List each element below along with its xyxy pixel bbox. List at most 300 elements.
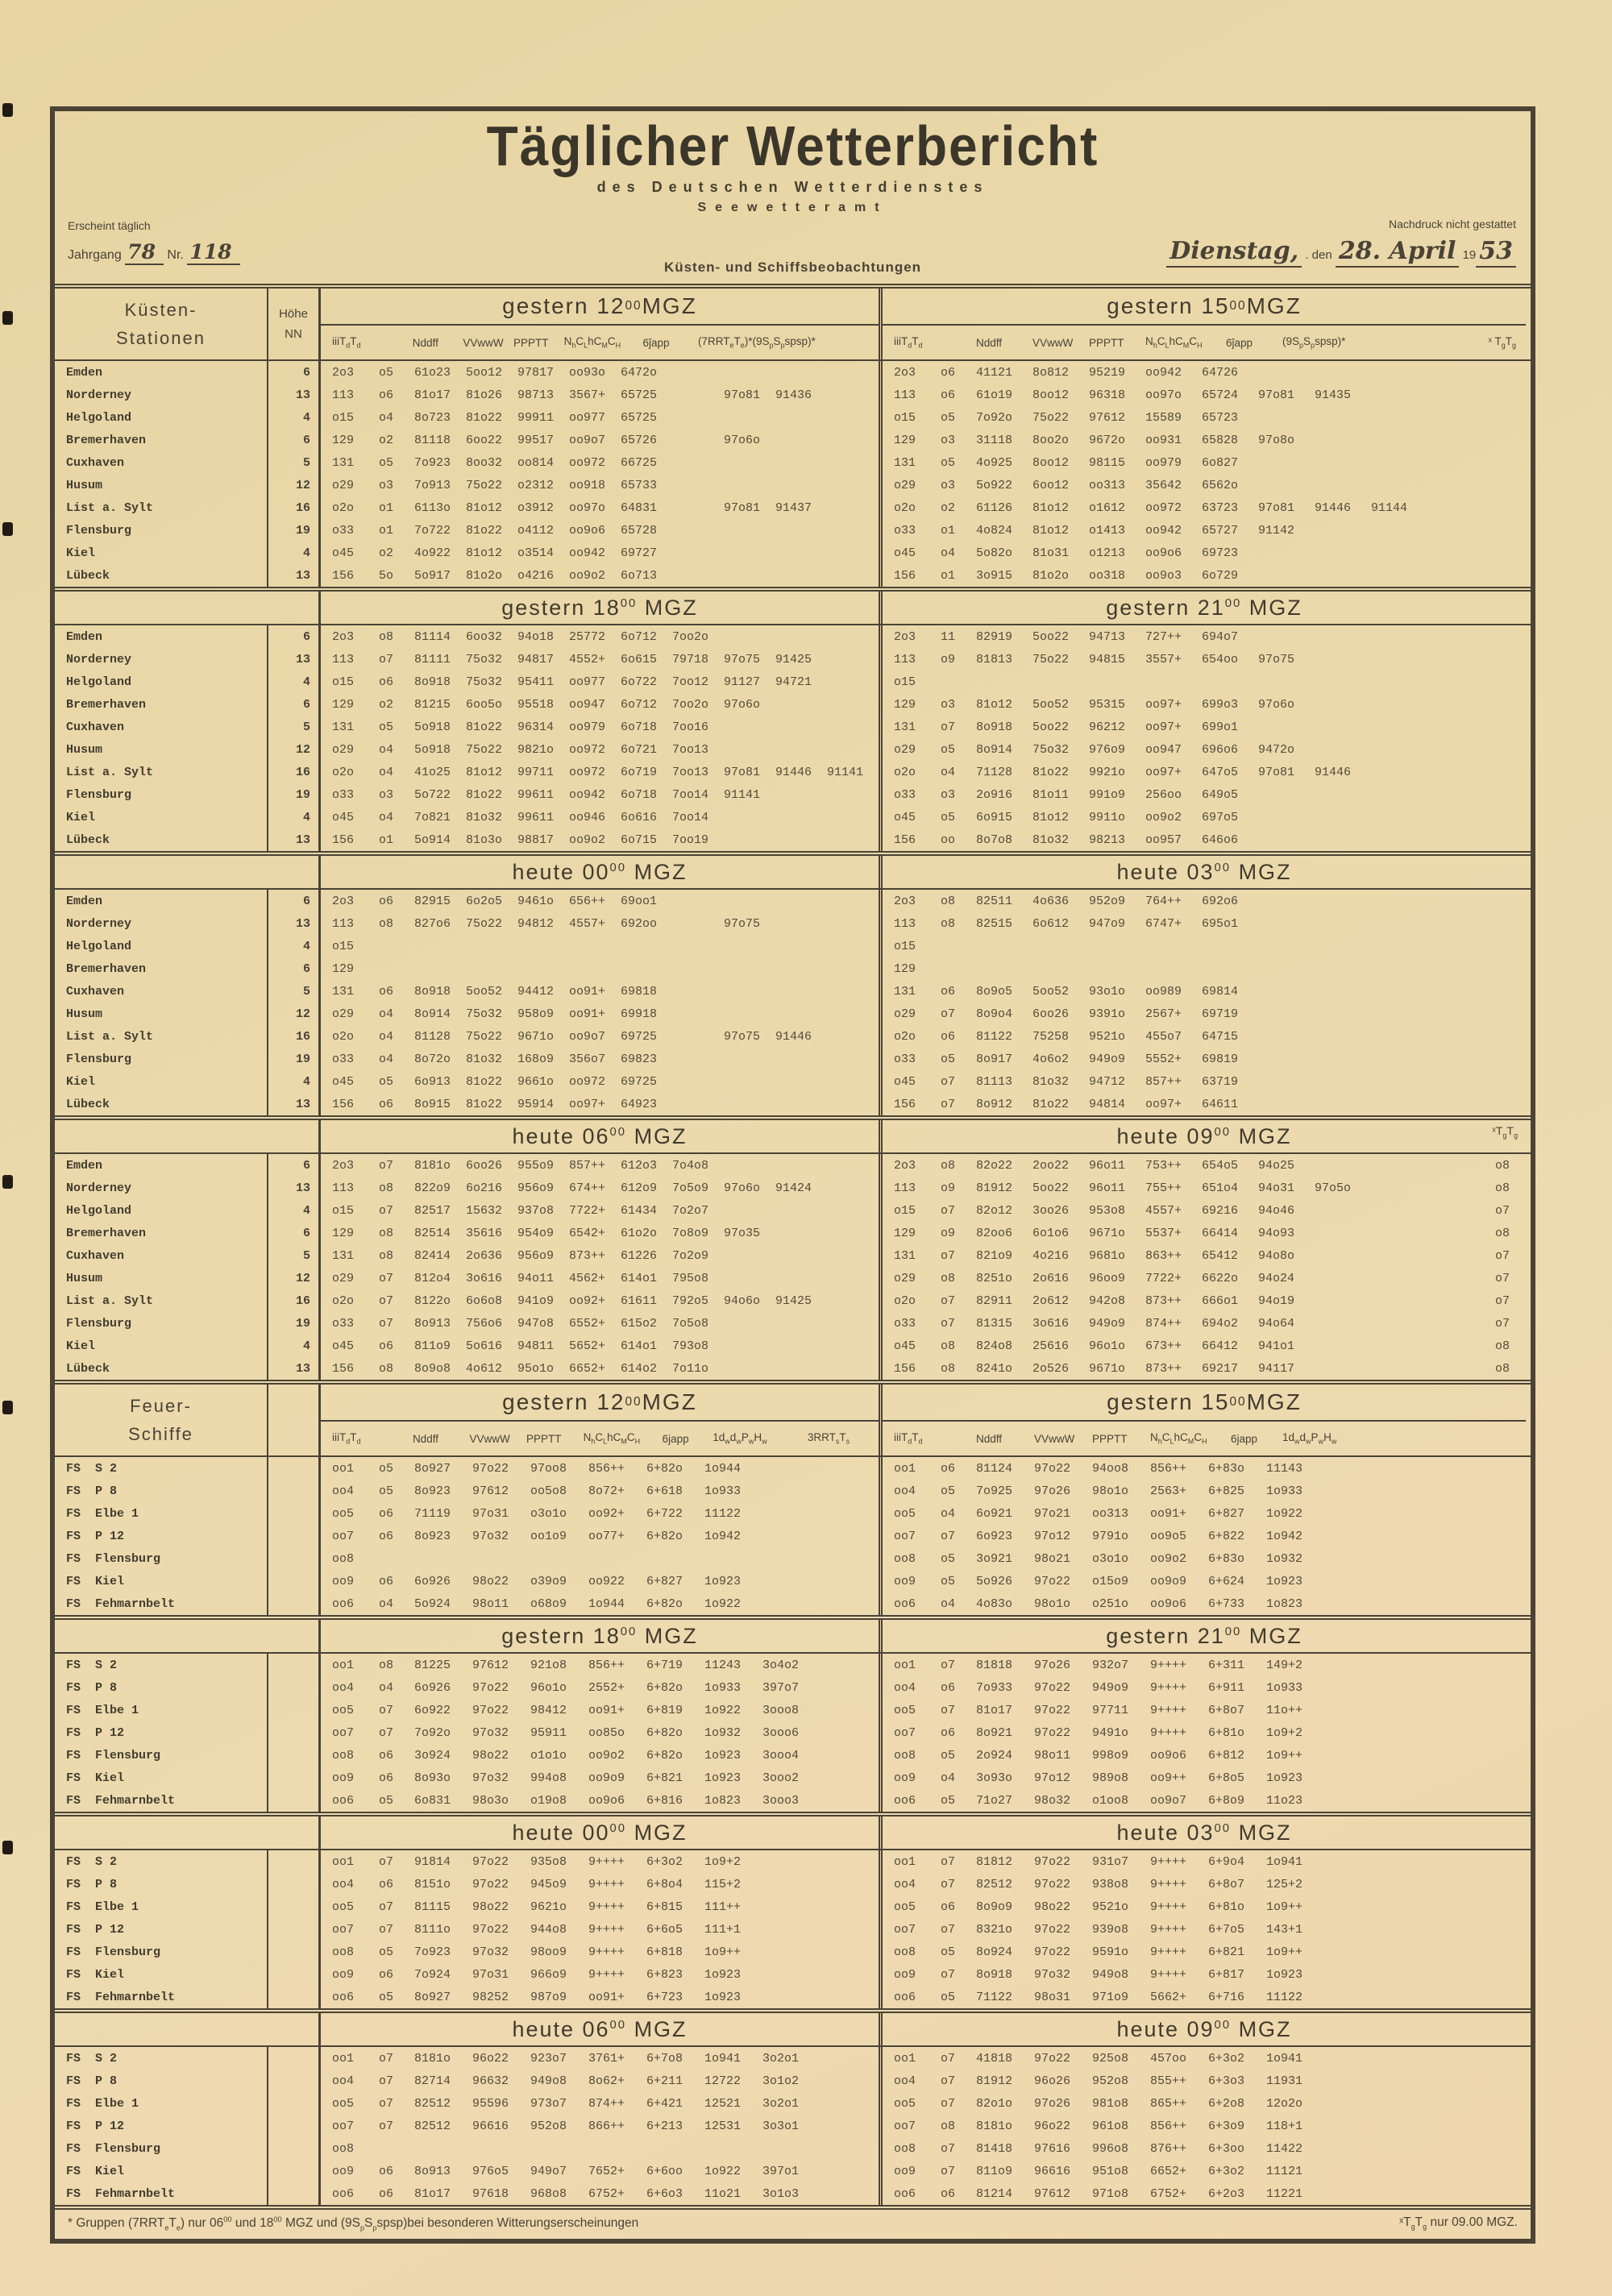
code-group: o2 — [941, 500, 956, 515]
code-group: oo979 — [569, 720, 606, 734]
code-group: oo5 — [332, 2096, 355, 2111]
code-group: oo97+ — [1145, 765, 1182, 779]
code-group: oo972 — [569, 742, 606, 757]
code-group: 656++ — [569, 894, 606, 908]
code-group: 81o32 — [466, 810, 503, 824]
code-group: 81o2o — [466, 568, 503, 583]
code-group: 81115 — [414, 1899, 451, 1914]
code-group: 111+1 — [704, 1922, 742, 1937]
code-group: oo9o2 — [1145, 810, 1182, 824]
code-group: 61226 — [621, 1248, 658, 1263]
row-height-nn — [268, 2115, 321, 2137]
code-group: o7 — [941, 1854, 956, 1869]
code-group: o7 — [941, 1703, 956, 1717]
code-group: 97o6o — [1258, 697, 1295, 712]
code-group: 6+83o — [1208, 1551, 1245, 1566]
code-group: 143+1 — [1266, 1922, 1303, 1937]
code-group: 3761+ — [588, 2051, 625, 2066]
code-group: 98412 — [530, 1703, 567, 1717]
code-group: oo8 — [894, 1551, 916, 1566]
code-group: 81o32 — [466, 1052, 503, 1066]
code-group: 856++ — [1150, 1461, 1187, 1476]
code-group: 61o2o — [621, 1226, 658, 1240]
code-group: 876++ — [1150, 2141, 1187, 2156]
row-label: FS Fehmarnbelt — [55, 2182, 268, 2205]
code-group: 96616 — [472, 2119, 509, 2133]
code-group: 69725 — [621, 1029, 658, 1044]
code-group: 2o916 — [976, 787, 1013, 802]
station-row — [55, 761, 1531, 783]
code-group: 1o932 — [704, 1725, 742, 1740]
row-height-nn: 12 — [268, 1267, 321, 1289]
row-label: Kiel — [55, 1335, 268, 1357]
code-group: 65727 — [1202, 523, 1239, 538]
code-group: 856++ — [588, 1461, 625, 1476]
code-group: 7o92o — [414, 1725, 451, 1740]
code-group: 3o915 — [976, 568, 1013, 583]
code-group: oo972 — [569, 455, 606, 470]
station-row — [55, 957, 1531, 980]
lightship-row — [55, 2047, 1531, 2070]
code-group: 81o22 — [466, 720, 503, 734]
code-group: 649o5 — [1202, 787, 1239, 802]
lightship-row — [55, 1744, 1531, 1767]
code-group: 9661o — [517, 1074, 555, 1089]
code-group: 69823 — [621, 1052, 658, 1066]
code-group: 3o921 — [976, 1551, 1013, 1566]
code-group: 6o718 — [621, 787, 658, 802]
code-group: 113 — [332, 652, 355, 666]
column-header: 6japp — [662, 1432, 689, 1445]
lightships-block-2 — [55, 1812, 1531, 2008]
code-group: 12521 — [704, 2096, 742, 2111]
code-group: 81o32 — [1032, 1074, 1070, 1089]
code-group: o6 — [941, 365, 956, 380]
code-group: 149+2 — [1266, 1658, 1303, 1672]
column-header: PPPTT — [513, 336, 549, 349]
code-group: 99711 — [517, 765, 555, 779]
code-group: o6 — [379, 1339, 394, 1353]
code-group: 1o942 — [704, 1529, 742, 1543]
code-group: 6o712 — [621, 697, 658, 712]
code-group: o45 — [894, 1074, 916, 1089]
code-group: 95914 — [517, 1097, 555, 1111]
code-group: 756o6 — [466, 1316, 503, 1331]
code-group: o5 — [941, 1748, 956, 1762]
code-group: 6+821 — [646, 1771, 683, 1785]
code-group: 98o22 — [1034, 1899, 1071, 1914]
code-group: 9591o — [1092, 1945, 1129, 1959]
nachdruck-label: Nachdruck nicht gestattet — [1389, 218, 1516, 230]
station-row — [55, 564, 1531, 587]
code-group: 8o723 — [414, 410, 451, 425]
code-group: o8 — [941, 916, 956, 931]
code-group: 156 — [894, 1097, 916, 1111]
code-group: o33 — [332, 523, 355, 538]
code-group: o8 — [941, 1158, 956, 1173]
tg-column-header: $ˣT_gT_g$ — [1492, 1124, 1518, 1140]
row-label: Flensburg — [55, 1048, 268, 1070]
code-group: oo9++ — [1150, 1771, 1187, 1785]
row-label: FS P 8 — [55, 1480, 268, 1502]
code-group: 5o722 — [414, 787, 451, 802]
code-group: o3912 — [517, 500, 555, 515]
code-group: 81124 — [976, 1461, 1013, 1476]
code-group: 91424 — [775, 1181, 812, 1195]
code-group: 8o927 — [414, 1461, 451, 1476]
code-group: 95219 — [1089, 365, 1126, 380]
code-group: 69814 — [1202, 984, 1239, 999]
code-group: o15 — [894, 410, 916, 425]
code-group: 6+733 — [1208, 1596, 1245, 1611]
code-group: 3ooo2 — [762, 1771, 800, 1785]
code-group: oo97o — [1145, 388, 1182, 402]
code-group: 795o8 — [672, 1271, 709, 1285]
code-group: 69725 — [621, 1074, 658, 1089]
code-group: oo972 — [569, 1074, 606, 1089]
code-group: o4216 — [517, 568, 555, 583]
code-group: 7o722 — [414, 523, 451, 538]
date-den-printed: . den — [1305, 248, 1332, 262]
row-height-nn — [268, 1570, 321, 1592]
row-height-nn: 12 — [268, 1003, 321, 1025]
code-group: o5 — [379, 1461, 394, 1476]
code-group: 7oo12 — [672, 675, 709, 689]
station-row — [55, 1335, 1531, 1357]
code-group: 755++ — [1145, 1181, 1182, 1195]
code-group: o7 — [941, 1658, 956, 1672]
station-row — [55, 1267, 1531, 1289]
column-header: PPPTT — [526, 1432, 562, 1445]
code-group: 7652+ — [588, 2164, 625, 2178]
code-group: 654oo — [1202, 652, 1239, 666]
code-group: 949o8 — [530, 2074, 567, 2088]
code-group: 91436 — [775, 388, 812, 402]
code-group: 71128 — [976, 765, 1013, 779]
code-group: o15 — [894, 939, 916, 953]
stations-block-0 — [55, 284, 1531, 587]
code-group: 97612 — [1089, 410, 1126, 425]
block-title-right: heute $03^{00}$ MGZ — [1116, 859, 1292, 884]
code-group: 118+1 — [1266, 2119, 1303, 2133]
code-group: 94o6o — [724, 1293, 761, 1308]
code-group: oo91+ — [588, 1990, 625, 2004]
code-group: 9++++ — [1150, 1922, 1187, 1937]
code-group: oo977 — [569, 410, 606, 425]
code-group: 2o924 — [976, 1748, 1013, 1762]
code-group: 7o925 — [976, 1484, 1013, 1498]
station-row — [55, 451, 1531, 474]
code-group: 97o12 — [1034, 1771, 1071, 1785]
row-height-nn: 5 — [268, 451, 321, 474]
code-group: 7oo13 — [672, 742, 709, 757]
code-group: 9671o — [1089, 1361, 1126, 1376]
code-group: o15 — [332, 675, 355, 689]
code-group: 11121 — [1266, 2164, 1303, 2178]
column-header: 6japp — [1231, 1432, 1258, 1445]
row-height-nn — [268, 1873, 321, 1895]
code-group: 827o6 — [414, 916, 451, 931]
column-header: VVwwW — [1034, 1432, 1075, 1445]
block-title-right: gestern 15 00 MGZ — [883, 1385, 1526, 1422]
code-group: 1o923 — [1266, 1771, 1303, 1785]
column-header: $iiiT_dT_d$ — [894, 335, 923, 350]
code-group: o5 — [941, 810, 956, 824]
code-group: 9++++ — [1150, 1658, 1187, 1672]
code-group: 9++++ — [1150, 1877, 1187, 1891]
code-group: o4 — [379, 1596, 394, 1611]
row-label: FS S 2 — [55, 1457, 268, 1480]
code-group: 131 — [332, 1248, 355, 1263]
row-label: Bremerhaven — [55, 1222, 268, 1244]
code-group: o4 — [379, 765, 394, 779]
code-group: 129 — [332, 961, 355, 976]
code-group: 699o3 — [1202, 697, 1239, 712]
code-group: 11143 — [1266, 1461, 1303, 1476]
code-group: oo6 — [332, 1596, 355, 1611]
code-group: 6oo26 — [1032, 1007, 1070, 1021]
code-group: oo942 — [569, 546, 606, 560]
code-group: o3514 — [517, 546, 555, 560]
block-title-right: heute $09^{00}$ MGZ — [1116, 1123, 1292, 1148]
code-group: 82o1o — [976, 2096, 1013, 2111]
station-row — [55, 625, 1531, 648]
code-group: 8o927 — [414, 1990, 451, 2004]
code-group: 6+818 — [646, 1945, 683, 1959]
row-label: Kiel — [55, 542, 268, 564]
code-group: o2 — [379, 433, 394, 447]
column-header: $iiiT_dT_d$ — [332, 335, 361, 350]
code-group: 6+2o8 — [1208, 2096, 1245, 2111]
code-group: 81o22 — [466, 523, 503, 538]
code-group: 156 — [894, 568, 916, 583]
code-group: 94o25 — [1258, 1158, 1295, 1173]
code-group: oo942 — [1145, 523, 1182, 538]
code-group: 935o8 — [530, 1854, 567, 1869]
code-group: 5oo52 — [1032, 984, 1070, 999]
station-row — [55, 1093, 1531, 1115]
code-group: 7oo14 — [672, 787, 709, 802]
code-group: oo7 — [894, 2119, 916, 2133]
center-caption: Küsten- und Schiffsbeobachtungen — [663, 259, 922, 275]
code-group: oo7 — [894, 1725, 916, 1740]
code-group: 81o26 — [466, 388, 503, 402]
code-group: 97o22 — [472, 1922, 509, 1937]
station-row — [55, 496, 1531, 519]
code-group: 97o22 — [1034, 1945, 1071, 1959]
code-group: oo7 — [332, 1922, 355, 1937]
code-group: 7o924 — [414, 1967, 451, 1982]
code-group: o33 — [894, 1052, 916, 1066]
code-group: o8 — [379, 1226, 394, 1240]
code-group: o15 — [894, 1203, 916, 1218]
code-group: o5 — [379, 365, 394, 380]
rights-and-date — [1166, 218, 1516, 265]
code-group: oo6 — [332, 1990, 355, 2004]
code-group: 8o93o — [414, 1771, 451, 1785]
code-group: 6+3o2 — [1208, 2051, 1245, 2066]
row-height-nn — [268, 2160, 321, 2182]
code-group: 82714 — [414, 2074, 451, 2088]
code-group: 129 — [894, 433, 916, 447]
code-group: 65724 — [1202, 388, 1239, 402]
code-group: 91127 — [724, 675, 761, 689]
code-group: 6+421 — [646, 2096, 683, 2111]
code-group: 1o923 — [704, 1771, 742, 1785]
code-group: 8o9o5 — [976, 984, 1013, 999]
code-group: 8o917 — [976, 1052, 1013, 1066]
code-group: 6+82o — [646, 1748, 683, 1762]
code-group: 81122 — [976, 1029, 1013, 1044]
code-group: 75o22 — [1032, 410, 1070, 425]
row-height-nn: 16 — [268, 1025, 321, 1048]
lightship-row — [55, 1547, 1531, 1570]
code-group: 5oo12 — [466, 365, 503, 380]
code-group: 69oo1 — [621, 894, 658, 908]
code-group: 94412 — [517, 984, 555, 999]
code-group: oo9 — [332, 2164, 355, 2178]
code-group: o6 — [941, 388, 956, 402]
code-group: 973o7 — [530, 2096, 567, 2111]
row-label: Bremerhaven — [55, 693, 268, 716]
station-row — [55, 693, 1531, 716]
station-row — [55, 1222, 1531, 1244]
code-group: o8 — [379, 629, 394, 644]
row-label: Helgoland — [55, 671, 268, 693]
code-group: 41121 — [976, 365, 1013, 380]
row-label: Bremerhaven — [55, 957, 268, 980]
code-group: 1o933 — [704, 1484, 742, 1498]
code-group: 6+6o3 — [646, 2186, 683, 2201]
code-group: o7 — [379, 1203, 394, 1218]
code-group: 156 — [332, 1097, 355, 1111]
margin-mark — [2, 522, 13, 536]
row-height-nn — [268, 1457, 321, 1480]
code-group: 7o5o9 — [672, 1181, 709, 1195]
code-group: 952o8 — [1092, 2074, 1129, 2088]
code-group: 129 — [332, 433, 355, 447]
code-group: 3o2o1 — [762, 2096, 800, 2111]
code-group: 6+3o2 — [1208, 2164, 1245, 2178]
lightship-row — [55, 1895, 1531, 1918]
row-label: Husum — [55, 474, 268, 496]
code-group: 8o914 — [414, 1007, 451, 1021]
code-group: 2563+ — [1150, 1484, 1187, 1498]
code-group: 6+82o — [646, 1529, 683, 1543]
code-group: 69723 — [1202, 546, 1239, 560]
station-row — [55, 1048, 1531, 1070]
code-group: oo947 — [1145, 742, 1182, 757]
code-group: 6o722 — [621, 675, 658, 689]
code-group: 9671o — [1089, 1226, 1126, 1240]
code-group: 863++ — [1145, 1248, 1182, 1263]
code-group: 96o22 — [1034, 2119, 1071, 2133]
code-group: oo9o2 — [569, 568, 606, 583]
code-group: 95518 — [517, 697, 555, 712]
code-group: 81o22 — [466, 410, 503, 425]
code-group: 41818 — [976, 2051, 1013, 2066]
code-group: 97o81 — [724, 388, 761, 402]
code-group: o7 — [941, 2074, 956, 2088]
code-group: 6472o — [621, 365, 658, 380]
code-group: 7oo19 — [672, 832, 709, 847]
code-group: 8111o — [414, 1922, 451, 1937]
code-group: o45 — [332, 1339, 355, 1353]
code-group: oo972 — [1145, 500, 1182, 515]
footnote-right: $ˣT_gT_g$ nur 09.00 MGZ. — [1399, 2215, 1518, 2232]
code-group: oo9o6 — [1150, 1596, 1187, 1611]
lightship-row — [55, 1941, 1531, 1963]
code-group: 925o8 — [1092, 2051, 1129, 2066]
code-group: 1o944 — [704, 1461, 742, 1476]
code-group: 2552+ — [588, 1680, 625, 1695]
code-group: 9++++ — [588, 1899, 625, 1914]
code-group: 69818 — [621, 984, 658, 999]
code-group: oo9o2 — [569, 832, 606, 847]
row-label: FS P 12 — [55, 1525, 268, 1547]
code-group: 65726 — [621, 433, 658, 447]
code-group: o3 — [941, 433, 956, 447]
code-group: 956o9 — [517, 1248, 555, 1263]
code-group: o2o — [332, 500, 355, 515]
code-group: oo5 — [332, 1506, 355, 1521]
code-group: o1 — [941, 523, 956, 538]
code-group: oo7 — [332, 1529, 355, 1543]
code-group: 7o92o — [976, 410, 1013, 425]
code-group: 98o11 — [1034, 1748, 1071, 1762]
code-group: 71122 — [976, 1990, 1013, 2004]
lightships-block-1 — [55, 1615, 1531, 1812]
code-group: o33 — [332, 787, 355, 802]
code-group: o7 — [941, 2051, 956, 2066]
code-group: 938o8 — [1092, 1877, 1129, 1891]
code-group: 75o22 — [466, 478, 503, 492]
code-group: 97817 — [517, 365, 555, 380]
code-group: 9521o — [1092, 1899, 1129, 1914]
code-group: 952o9 — [1089, 894, 1126, 908]
code-group: 8o923 — [414, 1529, 451, 1543]
row-label: FS S 2 — [55, 2047, 268, 2070]
code-group: 951o8 — [1092, 2164, 1129, 2178]
code-group: 6o718 — [621, 720, 658, 734]
code-group: o2o — [894, 500, 916, 515]
code-group: 81o12 — [1032, 500, 1070, 515]
coastal-stations-table — [55, 284, 1531, 1380]
code-group: oo8 — [332, 2141, 355, 2156]
code-group: o6 — [379, 675, 394, 689]
code-group: 96212 — [1089, 720, 1126, 734]
code-group: 97o12 — [1034, 1529, 1071, 1543]
code-group: oo7 — [894, 1922, 916, 1937]
code-group: o19o8 — [530, 1793, 567, 1808]
code-group: 6+8o7 — [1208, 1877, 1245, 1891]
code-group: 98o31 — [1034, 1990, 1071, 2004]
code-group: o7 — [379, 1316, 394, 1331]
code-group: 131 — [894, 455, 916, 470]
code-group: 91446 — [1315, 500, 1352, 515]
footnote-left: * Gruppen $(7RRT_eT_e)$ nur $06^{00}$ und $18^{00}$ MGZ und $(9S_pS_pspsp)bei$ besonderen Witterungserscheinungen — [68, 2215, 639, 2232]
code-group: oo6 — [894, 2186, 916, 2201]
code-group: 97o26 — [1034, 1658, 1071, 1672]
jahrgang-value-handwritten: 78 — [125, 240, 164, 265]
code-group: o8 — [379, 1658, 394, 1672]
code-group: 81214 — [976, 2186, 1013, 2201]
code-group: 4o922 — [414, 546, 451, 560]
code-group: o4112 — [517, 523, 555, 538]
code-group: 792o5 — [672, 1293, 709, 1308]
code-group: 8122o — [414, 1293, 451, 1308]
code-group: 82514 — [414, 1226, 451, 1240]
